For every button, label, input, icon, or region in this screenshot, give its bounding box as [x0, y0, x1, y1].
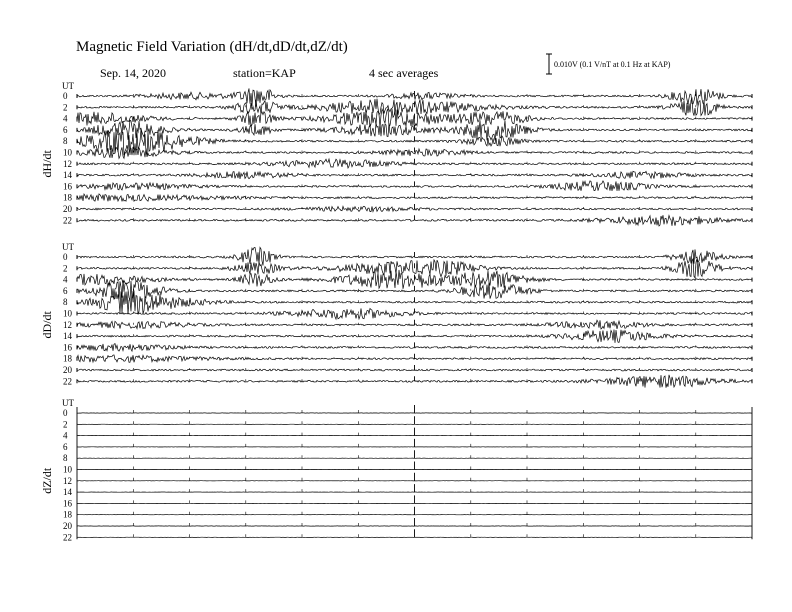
row-label: 8: [63, 453, 68, 464]
row-label: 10: [63, 308, 72, 319]
row-label: 0: [63, 252, 68, 262]
row-label: 20: [63, 204, 72, 214]
panel-ylabel: dZ/dt: [40, 467, 54, 494]
panel-1: [40, 242, 752, 388]
row-label: 16: [63, 342, 72, 353]
row-label: 12: [63, 158, 72, 169]
row-label: 6: [63, 124, 68, 135]
row-label: 18: [63, 509, 72, 520]
row-label: 14: [63, 331, 72, 342]
row-label: 16: [63, 498, 72, 509]
row-label: 12: [63, 319, 72, 330]
row-label: 2: [63, 263, 68, 274]
date-label: Sep. 14, 2020: [100, 66, 166, 80]
row-label: 20: [63, 521, 72, 531]
row-label: 22: [63, 532, 72, 543]
row-label: 4: [63, 274, 68, 285]
row-label: 2: [63, 419, 68, 430]
row-label: 22: [63, 376, 72, 387]
row-label: 8: [63, 136, 68, 147]
station-label: station=KAP: [233, 66, 296, 80]
row-label: 14: [63, 487, 72, 498]
row-label: 10: [63, 464, 72, 475]
row-label: 18: [63, 192, 72, 203]
averaging-label: 4 sec averages: [369, 66, 439, 80]
panel-ylabel: dD/dt: [40, 311, 54, 339]
panel-2: [40, 398, 752, 542]
row-label: 6: [63, 441, 68, 452]
row-label: 20: [63, 365, 72, 375]
row-label: 12: [63, 475, 72, 486]
row-label: 18: [63, 353, 72, 364]
row-label: 8: [63, 297, 68, 308]
chart-title: Magnetic Field Variation (dH/dt,dD/dt,dZ/dt): [76, 39, 348, 55]
row-label: 14: [63, 170, 72, 181]
row-label: 4: [63, 430, 68, 441]
row-label: 0: [63, 91, 68, 101]
row-label: 2: [63, 102, 68, 113]
row-label: 22: [63, 215, 72, 226]
scale-bar: [546, 54, 552, 74]
row-label: 10: [63, 147, 72, 158]
panel-0: [40, 81, 752, 226]
panel-ylabel: dH/dt: [40, 150, 54, 178]
row-label: 4: [63, 113, 68, 124]
ut-label: UT: [62, 81, 74, 91]
scale-label: 0.010V (0.1 V/nT at 0.1 Hz at KAP): [554, 60, 671, 69]
ut-label: UT: [62, 398, 74, 408]
row-label: 6: [63, 285, 68, 296]
row-label: 16: [63, 181, 72, 192]
ut-label: UT: [62, 242, 74, 252]
row-label: 0: [63, 408, 68, 418]
